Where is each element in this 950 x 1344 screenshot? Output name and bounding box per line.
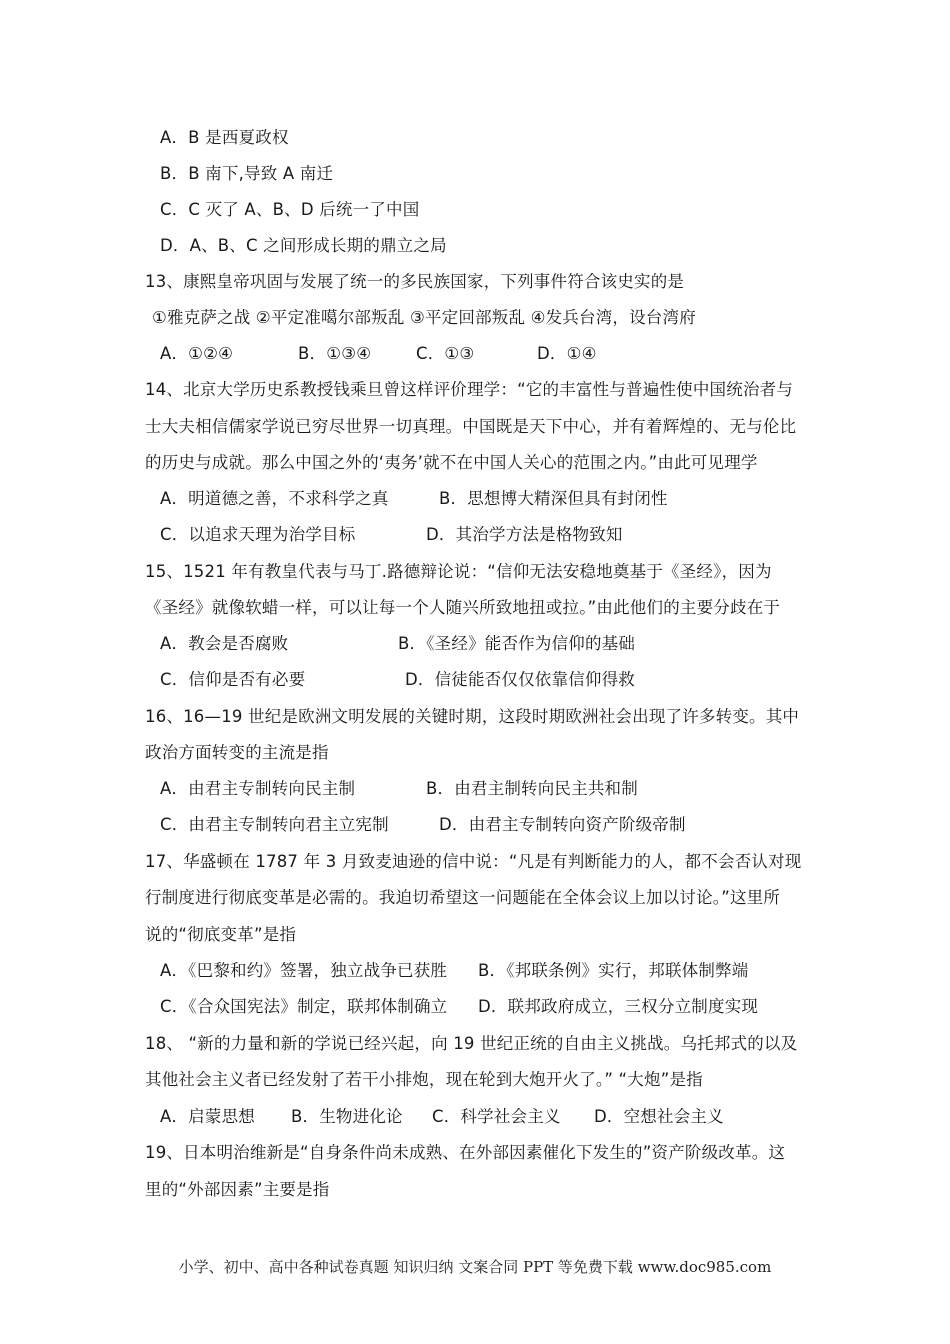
q12-option-d: D．A、B、C 之间形成长期的鼎立之局 (160, 236, 447, 255)
q13-options (0, 343, 950, 365)
q18-option-d: D．空想社会主义 (594, 1107, 724, 1126)
q13-option-d: D．①④ (537, 344, 597, 363)
q15-option-b: B．《圣经》能否作为信仰的基础 (398, 634, 636, 653)
q17-options-row-2 (0, 996, 950, 1018)
q14-option-b: B．思想博大精深但具有封闭性 (439, 489, 668, 508)
q14-stem-3: 的历史与成就。那么中国之外的‘夷务’就不在中国人关心的范围之内。”由此可见理学 (145, 453, 758, 472)
q15-options-row-2 (0, 669, 950, 691)
q16-stem-2: 政治方面转变的主流是指 (145, 743, 329, 762)
q17-option-a: A．《巴黎和约》签署，独立战争已获胜 (160, 961, 448, 980)
q17-option-d: D．联邦政府成立，三权分立制度实现 (478, 997, 759, 1016)
q17-stem-3: 说的“彻底变革”是指 (145, 925, 297, 944)
q13-stem: 13、康熙皇帝巩固与发展了统一的多民族国家，下列事件符合该史实的是 (145, 272, 685, 291)
q16-options-row-2 (0, 814, 950, 836)
q13-option-b: B．①③④ (298, 344, 372, 363)
q15-stem-2: 《圣经》就像软蜡一样，可以让每一个人随兴所致地扭或拉。”由此他们的主要分歧在于 (145, 598, 781, 617)
q18-stem-2: 其他社会主义者已经发射了若干小排炮，现在轮到大炮开火了。” “大炮”是指 (145, 1070, 703, 1089)
q16-stem-1: 16、16—19 世纪是欧洲文明发展的关键时期，这段时期欧洲社会出现了许多转变。其中 (145, 707, 800, 726)
q14-options-row-1 (0, 488, 950, 510)
q13-items: ①雅克萨之战 ②平定准噶尔部叛乱 ③平定回部叛乱 ④发兵台湾，设台湾府 (152, 308, 696, 327)
q19-stem-2: 里的“外部因素”主要是指 (145, 1180, 330, 1199)
q14-option-c: C．以追求天理为治学目标 (160, 525, 356, 544)
q15-options-row-1 (0, 633, 950, 655)
q16-option-a: A．由君主专制转向民主制 (160, 779, 356, 798)
q16-option-b: B．由君主制转向民主共和制 (426, 779, 638, 798)
q13-option-c: C．①③ (416, 344, 475, 363)
q17-stem-2: 行制度进行彻底变革是必需的。我迫切希望这一问题能在全体会议上加以讨论。”这里所 (145, 888, 781, 907)
q18-option-b: B．生物进化论 (291, 1107, 403, 1126)
q17-stem-1: 17、华盛顿在 1787 年 3 月致麦迪逊的信中说：“凡是有判断能力的人，都不会否认对现 (145, 852, 802, 871)
q15-option-c: C．信仰是否有必要 (160, 670, 306, 689)
q12-option-b: B．B 南下,导致 A 南迁 (160, 164, 334, 183)
q18-stem-1: 18、 “新的力量和新的学说已经兴起，向 19 世纪正统的自由主义挑战。乌托邦式的以及 (145, 1034, 798, 1053)
q14-option-a: A．明道德之善，不求科学之真 (160, 489, 389, 508)
q19-stem-1: 19、日本明治维新是“自身条件尚未成熟、在外部因素催化下发生的”资产阶级改革。这 (145, 1143, 786, 1162)
q15-option-a: A．教会是否腐败 (160, 634, 289, 653)
q17-option-b: B．《邦联条例》实行，邦联体制弊端 (478, 961, 749, 980)
q14-options-row-2 (0, 524, 950, 546)
q16-options-row-1 (0, 778, 950, 800)
q14-option-d: D．其治学方法是格物致知 (426, 525, 623, 544)
q15-stem-1: 15、1521 年有教皇代表与马丁.路德辩论说：“信仰无法安稳地奠基于《圣经》，因为 (145, 562, 772, 581)
q15-option-d: D．信徒能否仅仅依靠信仰得救 (405, 670, 636, 689)
q12-option-a: A．B 是西夏政权 (160, 128, 289, 147)
q14-stem-2: 士大夫相信儒家学说已穷尽世界一切真理。中国既是天下中心，并有着辉煌的、无与伦比 (145, 417, 797, 436)
q13-option-a: A．①②④ (160, 344, 234, 363)
q17-option-c: C．《合众国宪法》制定，联邦体制确立 (160, 997, 448, 1016)
page-footer: 小学、初中、高中各种试卷真题 知识归纳 文案合同 PPT 等免费下载 www.doc985.com (178, 1258, 772, 1276)
q16-option-c: C．由君主专制转向君主立宪制 (160, 815, 389, 834)
q17-options-row-1 (0, 960, 950, 982)
q18-options (0, 1106, 950, 1128)
q18-option-c: C．科学社会主义 (432, 1107, 561, 1126)
q16-option-d: D．由君主专制转向资产阶级帝制 (439, 815, 686, 834)
q14-stem-1: 14、北京大学历史系教授钱乘旦曾这样评价理学：“它的丰富性与普遍性使中国统治者与 (145, 380, 794, 399)
q18-option-a: A．启蒙思想 (160, 1107, 255, 1126)
q12-option-c: C．C 灭了 A、B、D 后统一了中国 (160, 200, 420, 219)
